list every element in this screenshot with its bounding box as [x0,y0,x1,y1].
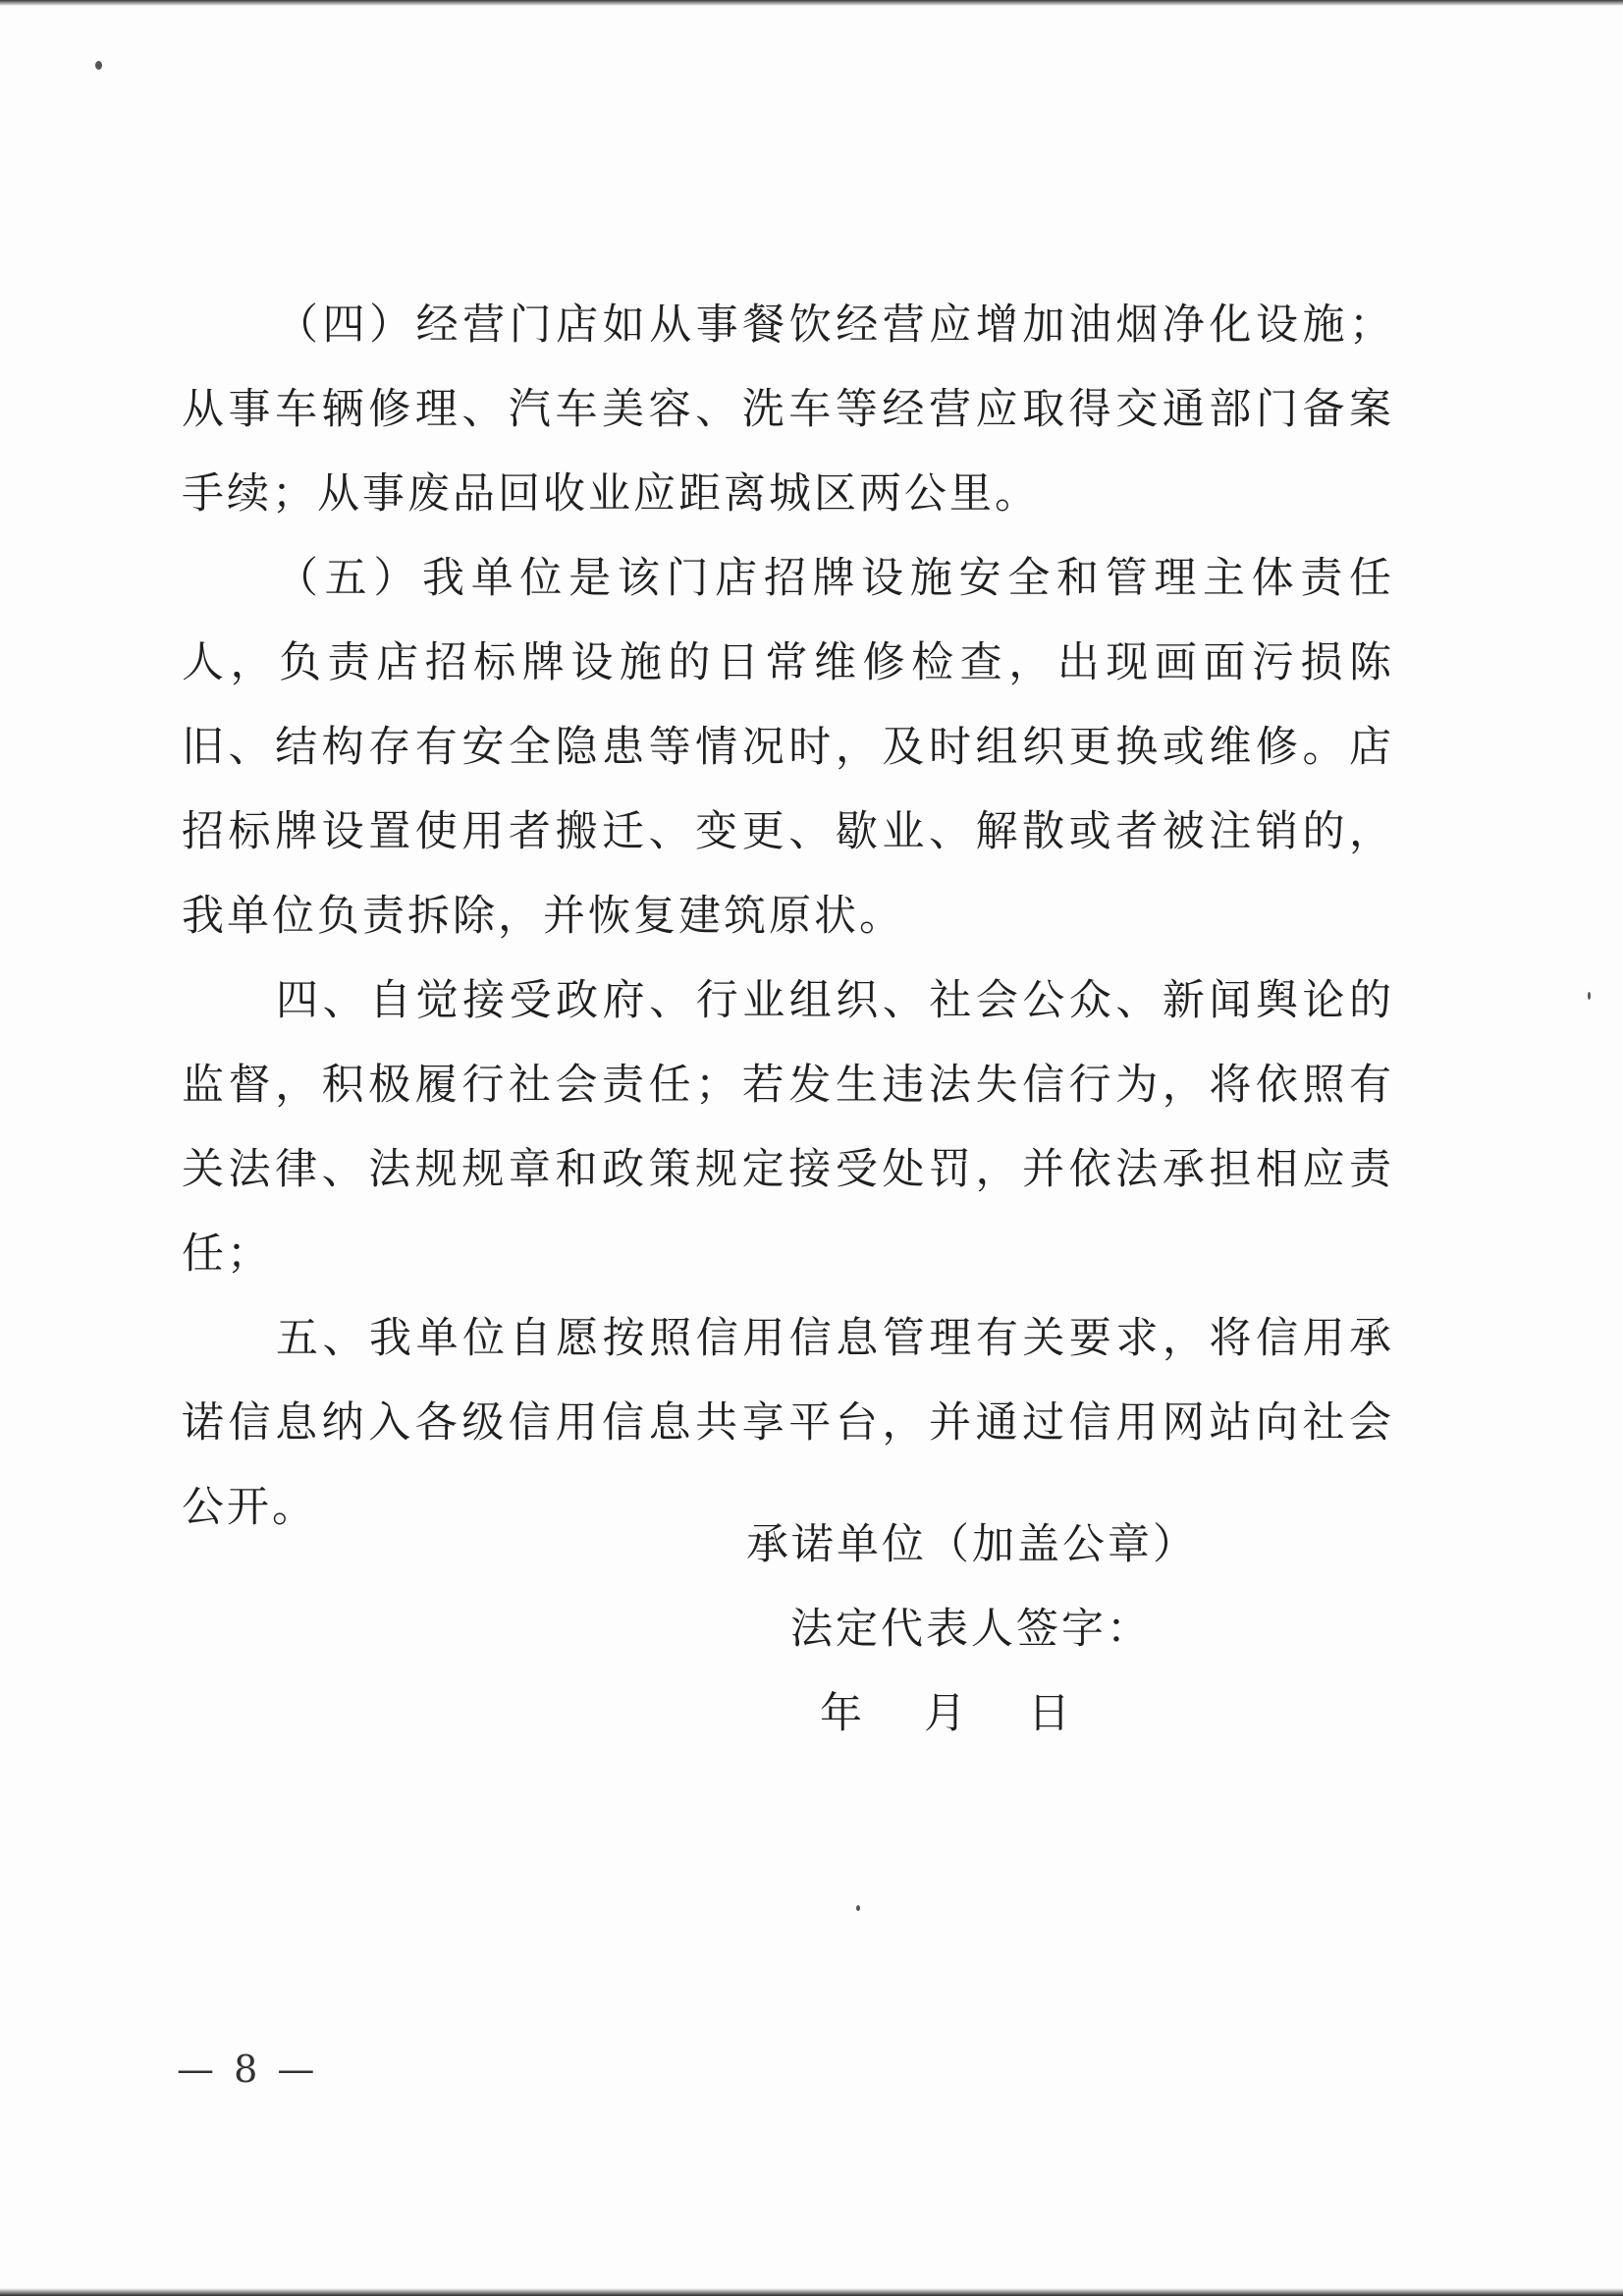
committing-unit-line: 承诺单位（加盖公章） [746,1520,1198,1569]
date-month: 月 [924,1689,969,1738]
scan-speck [95,61,102,70]
signature-block [727,1503,1237,1756]
page-number: — 8 — [177,2048,319,2091]
scan-speck [1588,992,1591,1000]
paragraph-clause-4: 四、自觉接受政府、行业组织、社会公众、新闻舆论的监督，积极履行社会责任；若发生违法失信行为，将依照有关法律、法规规章和政策规定接受处罚，并依法承担相应责任； [182,976,1394,1279]
commitment-body [182,283,1394,1550]
date-day: 日 [1028,1689,1073,1738]
paragraph-clause-5: 五、我单位自愿按照信用信息管理有关要求，将信用承诺信息纳入各级信用信息共享平台，并通过信用网站向社会公开。 [182,1314,1394,1532]
scan-bottom-edge [0,2288,1623,2296]
date-line [727,1671,1237,1756]
scan-top-edge [0,0,1623,6]
paragraph-item-5: （五）我单位是该门店招牌设施安全和管理主体责任人，负责店招标牌设施的日常维修检查，出现画面污损陈旧、结构存有安全隐患等情况时，及时组织更换或维修。店招标牌设置使用者搬迁、变更、歇业、解散或者被注销的，我单位负责拆除，并恢复建筑原状。 [182,554,1394,941]
scan-speck [856,1905,860,1911]
date-year: 年 [820,1689,865,1738]
paragraph-item-4: （四）经营门店如从事餐饮经营应增加油烟净化设施；从事车辆修理、汽车美容、洗车等经营应取得交通部门备案手续；从事废品回收业应距离城区两公里。 [182,301,1394,519]
legal-representative-line: 法定代表人签字： [790,1605,1152,1654]
